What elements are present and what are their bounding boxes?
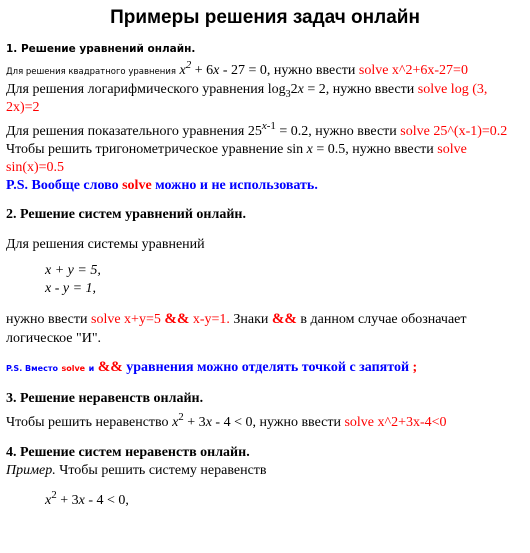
system-amp: && — [164, 311, 190, 328]
ps-2 — [6, 358, 524, 378]
page-title: Примеры решения задач онлайн — [110, 7, 420, 28]
log-formula: $\log_32x = 2$ — [267, 81, 326, 100]
system-line-2: x - y = 1, — [45, 281, 97, 297]
inequality-command: solve x^2+3x-4<0 — [344, 414, 447, 430]
system-command: solve x+y=5 — [91, 312, 161, 328]
ps-2-semi: ; — [412, 360, 418, 376]
quadratic-mid: , нужно ввести — [266, 63, 356, 79]
system-after-prefix: нужно ввести — [6, 312, 88, 328]
system-ineq-intro-text: Чтобы решить систему неравенств — [59, 463, 267, 479]
log-prefix: Для решения логарифмического уравнения — [6, 81, 265, 97]
trig-mid: , нужно ввести — [345, 142, 434, 158]
ps-2-word: solve — [61, 364, 86, 374]
inequality-prefix: Чтобы решить неравенство — [6, 414, 169, 430]
system-line-1: x + y = 5, — [45, 263, 101, 279]
trig-paragraph — [6, 141, 524, 177]
system-after-mid: Знаки — [233, 312, 269, 328]
trig-formula: sin x = 0.5 — [286, 142, 346, 158]
log-paragraph — [6, 81, 524, 117]
ps-2-amp: && — [97, 359, 123, 376]
quadratic-command: solve x^2+6x-27=0 — [358, 63, 468, 79]
system-equations — [6, 262, 524, 298]
ps-1-word: solve — [122, 178, 152, 194]
exp-paragraph — [6, 119, 524, 141]
system-intro: Для решения системы уравнений — [6, 236, 205, 252]
ps-1-a: P.S. Вообще слово — [6, 178, 119, 194]
example-label: Пример. — [6, 463, 56, 479]
quadratic-prefix: Для решения квадратного уравнения — [6, 67, 176, 78]
ps-1 — [6, 177, 524, 195]
trig-prefix: Чтобы решить тригонометрическое уравнение — [6, 142, 284, 158]
section-2-heading: 2. Решение систем уравнений онлайн. — [6, 206, 246, 222]
ps-1-b: можно и не использовать. — [155, 178, 318, 194]
system-amp-2: && — [271, 311, 297, 328]
trig-command: solve sin(x)=0.5 — [6, 142, 467, 176]
log-command: solve log (3, 2x)=2 — [6, 81, 488, 115]
system-after — [6, 310, 524, 348]
system-after-tail: в данном случае обозначает логическое "И". — [6, 312, 467, 346]
ps-2-c: уравнения можно отделять точкой с запятой — [126, 360, 410, 376]
inequality-paragraph — [6, 410, 524, 432]
system-ineq-line: $x^2 + 3x - 4 < 0$, — [45, 489, 129, 509]
inequality-mid: , нужно ввести — [252, 414, 341, 430]
exp-formula: $25^{x-1} = 0.2$ — [247, 119, 309, 139]
section-1-heading: 1. Решение уравнений онлайн. — [6, 42, 196, 55]
exp-mid: , нужно ввести — [308, 123, 397, 139]
exp-command: solve 25^(x-1)=0.2 — [400, 123, 508, 139]
section-4-heading: 4. Решение систем неравенств онлайн. — [6, 444, 250, 460]
quadratic-formula: $x^2$ — [179, 59, 192, 79]
exp-prefix: Для решения показательного уравнения — [6, 123, 245, 139]
log-mid: , нужно ввести — [325, 81, 415, 97]
quadratic-paragraph: Для решения квадратного уравнения $x^2 + 6x - 27 = 0$, нужно ввести solve x^2+6x-27=0 — [6, 59, 468, 79]
system-ineq-intro — [6, 462, 524, 480]
system-ineq-tail: - 4 < 0, — [88, 493, 129, 509]
ps-2-a: P.S. Вместо — [6, 364, 58, 374]
section-3-heading: 3. Решение неравенств онлайн. — [6, 390, 204, 406]
ps-2-b: и — [88, 364, 95, 374]
inequality-formula: $x^2 + 3x - 4 < 0$ — [172, 410, 253, 430]
system-command-2: x-y=1. — [192, 312, 230, 328]
